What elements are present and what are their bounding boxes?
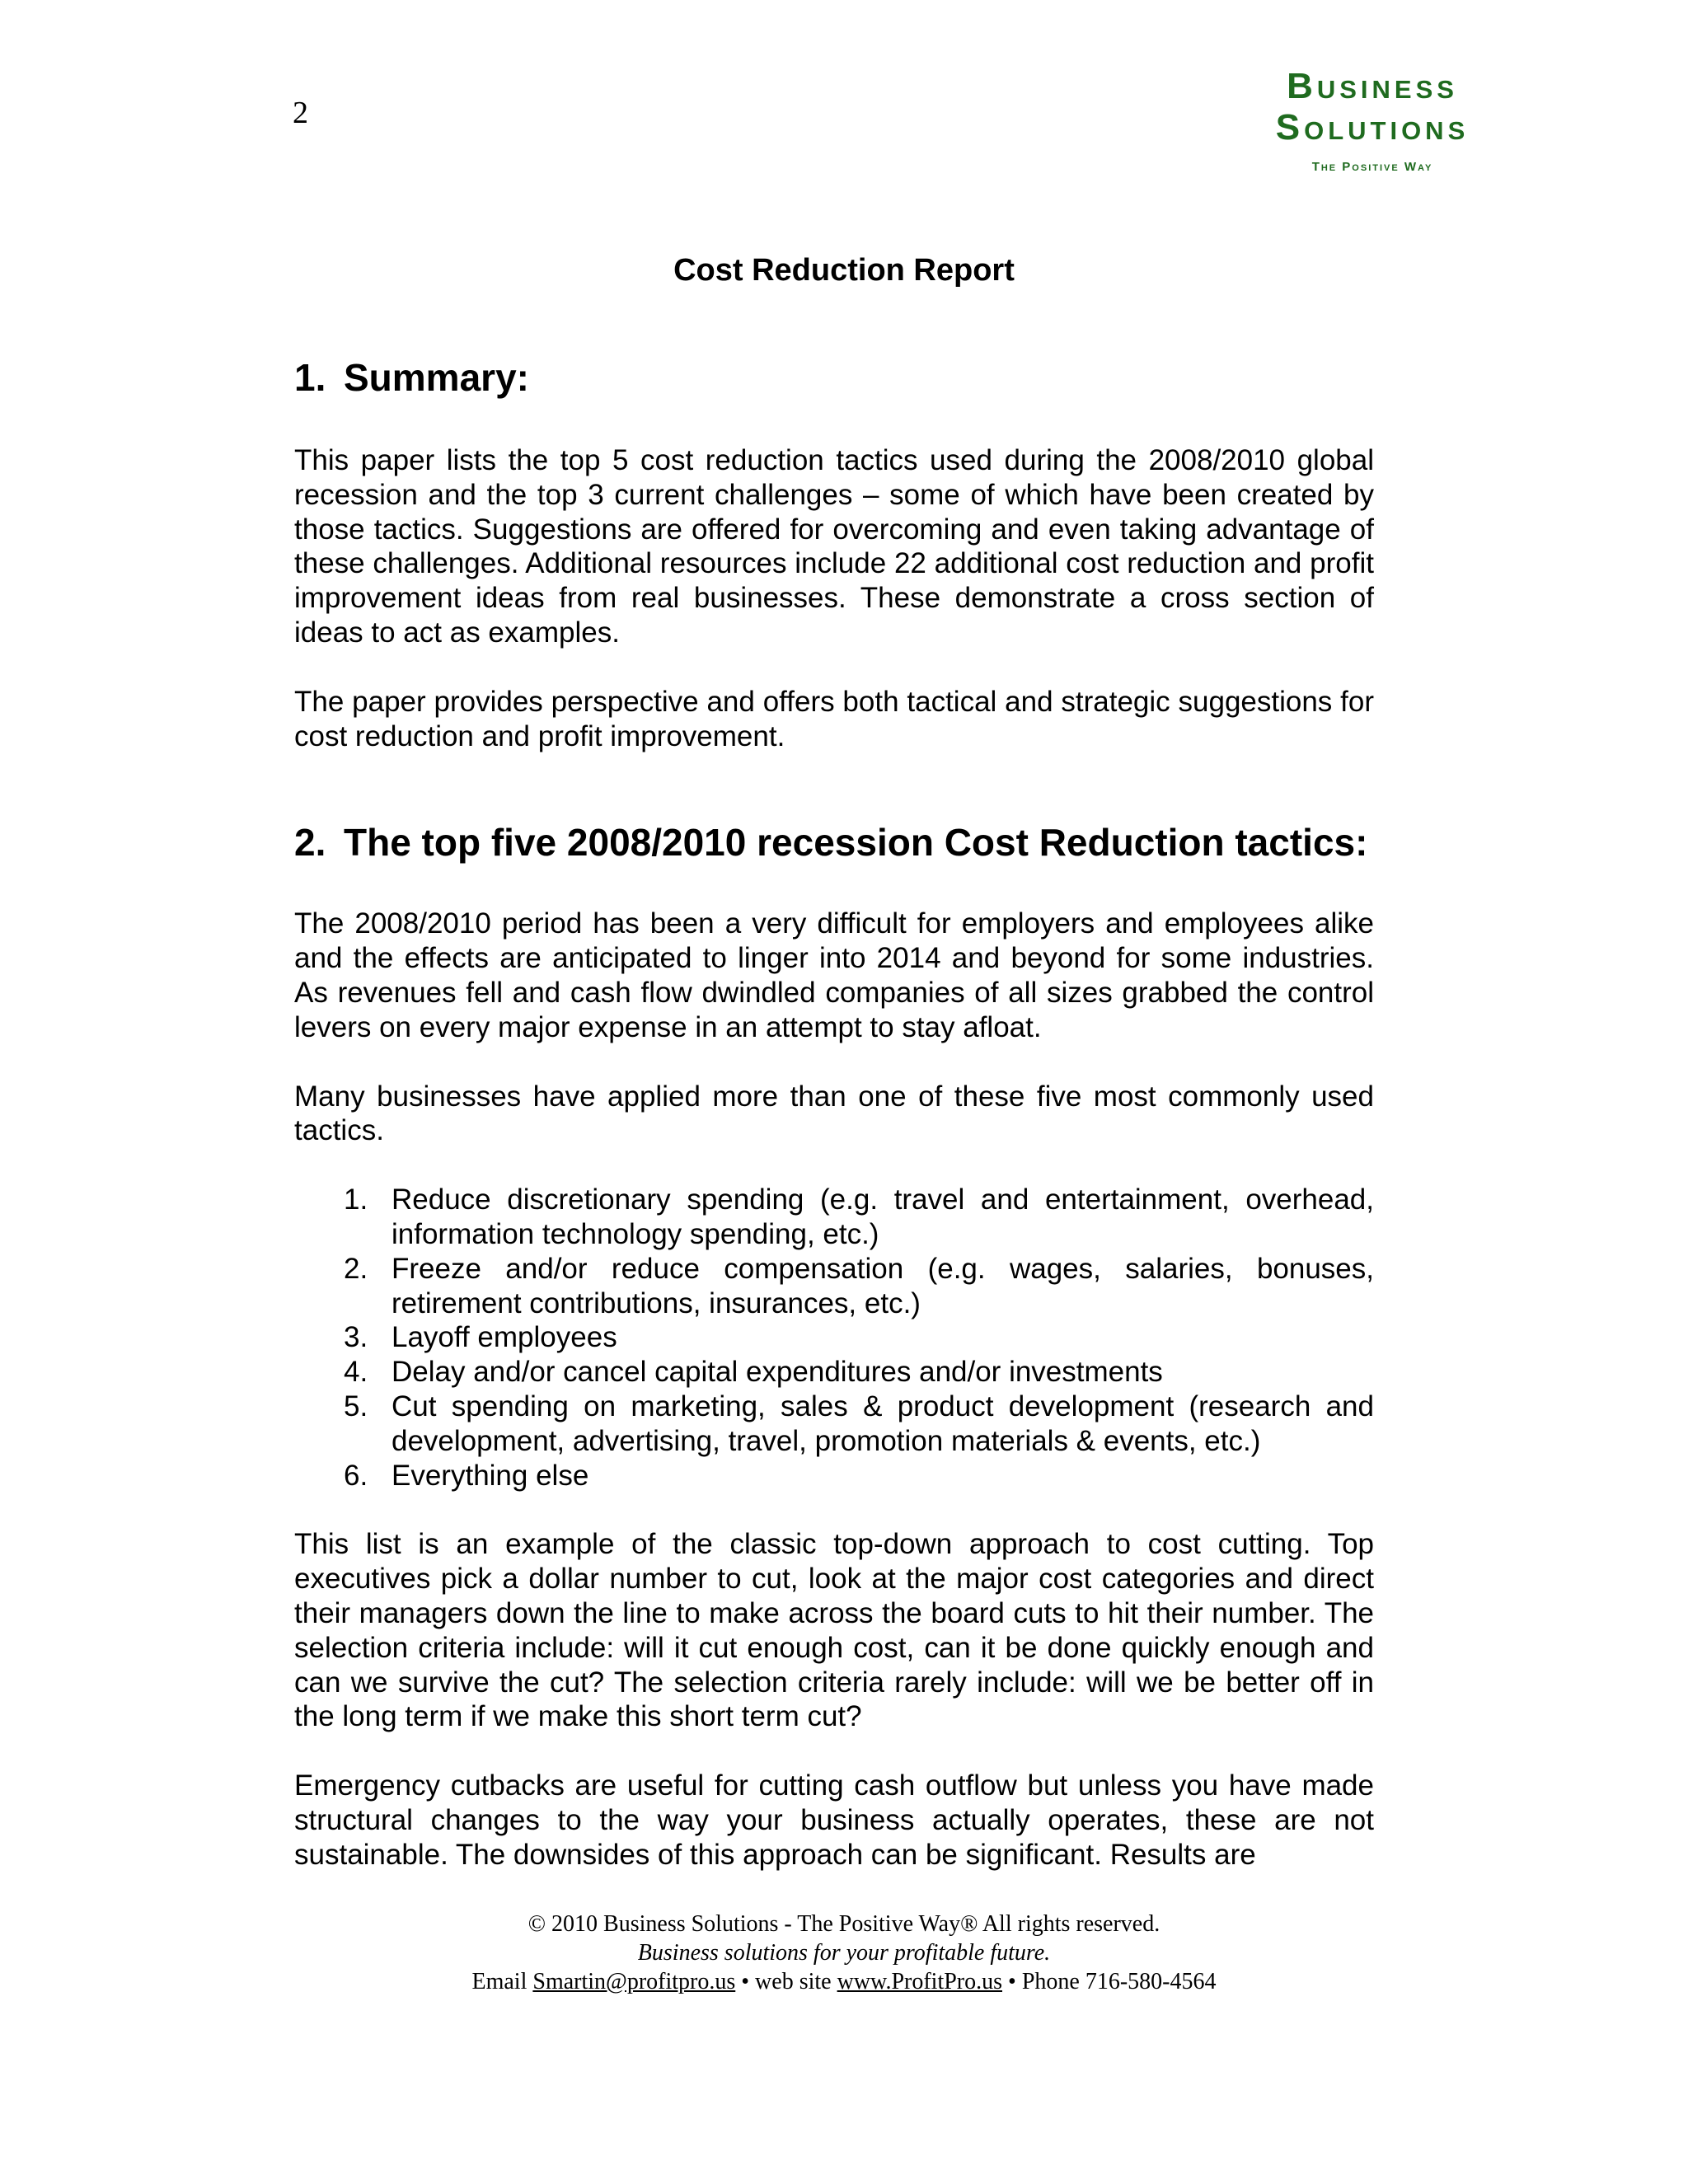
paragraph: Emergency cutbacks are useful for cutting cash outflow but unless you have made structural changes to the way your business actually operates, these are not sustainable. The downsides of this approach can be significant. Results are [294, 1769, 1374, 1871]
footer-contact [0, 1967, 1688, 1996]
list-marker: 1. [344, 1183, 368, 1216]
list-item [294, 1459, 1374, 1493]
list-marker: 2. [344, 1252, 368, 1285]
footer-copyright: © 2010 Business Solutions - The Positive Way® All rights reserved. [528, 1911, 1160, 1937]
paragraph: The 2008/2010 period has been a very difficult for employers and employees alike and the effects are anticipated to linger into 2014 and beyond for some industries. As revenues fell and cash flow dwindled companies of all sizes grabbed the control levers on every major expense in an attempt to stay afloat. [294, 907, 1374, 1043]
document-title: Cost Reduction Report [673, 253, 1015, 288]
section-heading-tactics [294, 818, 1374, 867]
logo-line1: Business [1287, 66, 1458, 106]
phone-number: 716-580-4564 [1085, 1969, 1217, 1994]
list-marker: 6. [344, 1459, 368, 1492]
page-footer [0, 1910, 1688, 1996]
paragraph: The paper provides perspective and offers both tactical and strategic suggestions for cost reduction and profit improvement. [294, 685, 1374, 752]
section-number: 2. [294, 821, 326, 865]
paragraph: Many businesses have applied more than one of these five most commonly used tactics. [294, 1080, 1374, 1147]
footer-tagline: Business solutions for your profitable future. [637, 1940, 1051, 1966]
paragraph: This list is an example of the classic top-down approach to cost cutting. Top executives pick a dollar number to cut, look at the major cost categories and direct their managers down the line to make across the board cuts to hit their number. The selection criteria include: will it cut enough cost, can it be done quickly enough and can we survive the cut? The selection criteria rarely include: will we be better off in the long term if we make this short term cut? [294, 1528, 1374, 1733]
website-link[interactable]: www.ProfitPro.us [837, 1969, 1003, 1994]
list-item-text: Layoff employees [392, 1321, 617, 1354]
list-item [294, 1320, 1374, 1355]
email-label: Email [471, 1969, 533, 1994]
list-item-text: Everything else [392, 1459, 589, 1492]
list-item [294, 1355, 1374, 1390]
list-item-text: Delay and/or cancel capital expenditures and/or investments [392, 1356, 1163, 1389]
list-marker: 5. [344, 1390, 368, 1422]
list-item-text: Freeze and/or reduce compensation (e.g. wages, salaries, bonuses, retirement contributions, insurances, etc.) [392, 1252, 1374, 1319]
section-title: Summary: [344, 356, 529, 399]
section-number: 1. [294, 356, 326, 399]
logo-line2: Solutions [1275, 107, 1470, 148]
list-marker: 3. [344, 1321, 368, 1354]
page-number: 2 [293, 96, 308, 130]
list-item [294, 1390, 1374, 1459]
phone-label: • Phone [1002, 1969, 1085, 1994]
document-body [294, 353, 1374, 1872]
list-item [294, 1252, 1374, 1321]
list-item-text: Cut spending on marketing, sales & product development (research and development, advertising, travel, promotion materials & events, etc.) [392, 1390, 1374, 1457]
list-item [294, 1183, 1374, 1252]
section-heading-summary [294, 353, 1374, 402]
website-label: • web site [735, 1969, 837, 1994]
paragraph: This paper lists the top 5 cost reduction tactics used during the 2008/2010 global recession and the top 3 current challenges – some of which have been created by those tactics. Suggestions are offered for overcoming and even taking advantage of these challenges. Additional resources include 22 additional cost reduction and profit improvement ideas from real businesses. These demonstrate a cross section of ideas to act as examples. [294, 444, 1374, 649]
logo-tagline: The Positive Way [1311, 160, 1433, 174]
section-title: The top five 2008/2010 recession Cost Reduction tactics: [344, 821, 1368, 865]
tactics-list [294, 1183, 1374, 1493]
business-solutions-logo [1261, 66, 1484, 181]
list-marker: 4. [344, 1356, 368, 1389]
list-item-text: Reduce discretionary spending (e.g. travel and entertainment, overhead, information technology spending, etc.) [392, 1183, 1374, 1250]
email-link[interactable]: Smartin@profitpro.us [532, 1969, 736, 1994]
